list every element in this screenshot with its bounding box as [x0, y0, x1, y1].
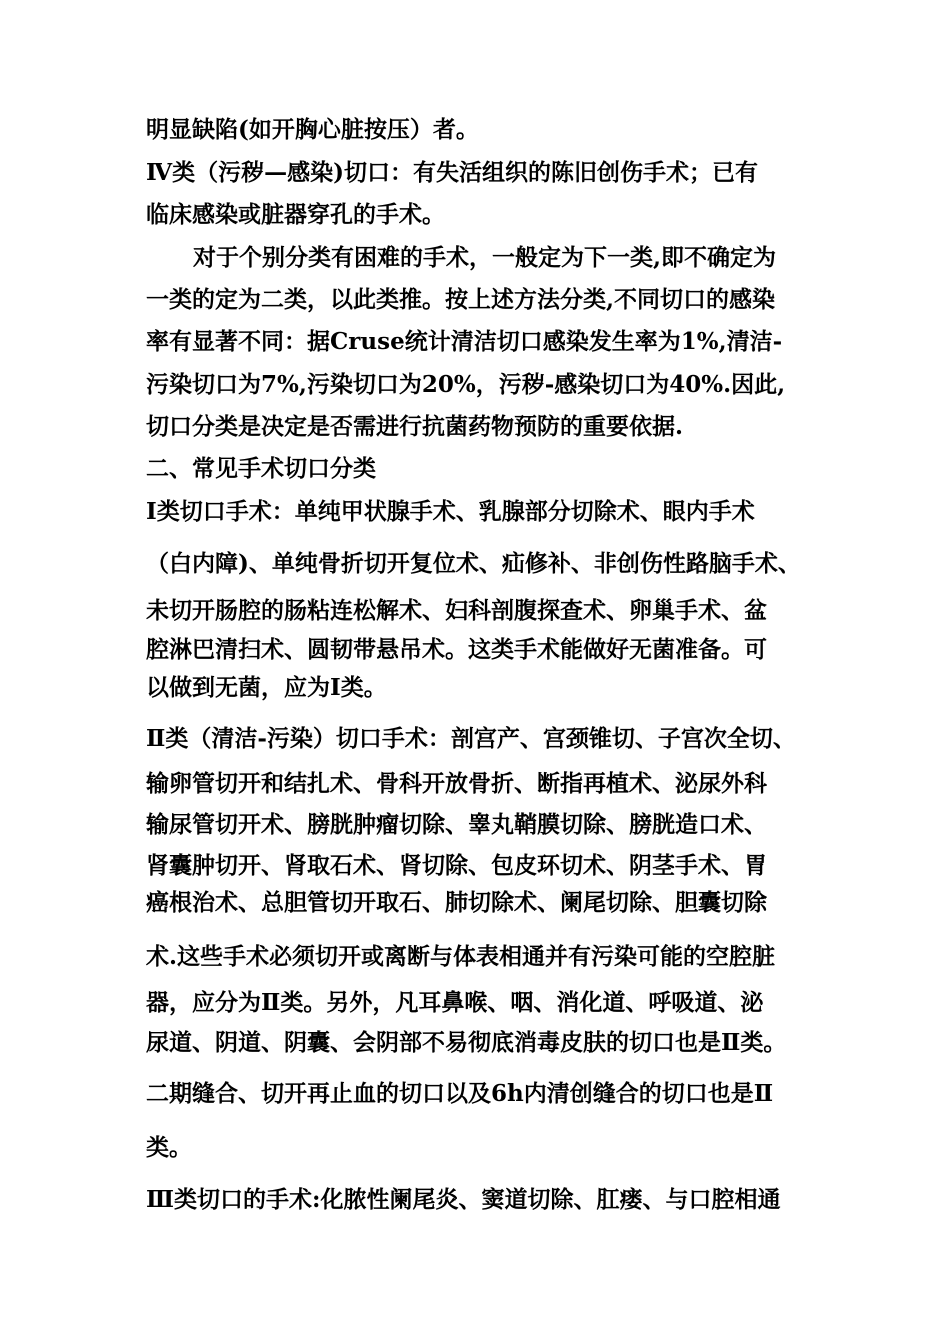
text-line: 输卵管切开和结扎术、骨科开放骨折、断指再植术、泌尿外科 [146, 770, 767, 797]
text-line: 明显缺陷(如开胸心脏按压）者。 [146, 116, 479, 143]
text-line: Ⅰ类切口手术：单纯甲状腺手术、乳腺部分切除术、眼内手术 [146, 498, 755, 525]
text-line: 未切开肠腔的肠粘连松解术、妇科剖腹探查术、卵巢手术、盆 [146, 597, 767, 624]
text-line: 切口分类是决定是否需进行抗菌药物预防的重要依据. [146, 413, 684, 440]
text-line: 污染切口为7%,污染切口为20%，污秽-感染切口为40%.因此, [146, 371, 786, 398]
text-line: 一类的定为二类，以此类推。按上述方法分类,不同切口的感染 [146, 286, 776, 313]
text-line: 尿道、阴道、阴囊、会阴部不易彻底消毒皮肤的切口也是Ⅱ类。 [146, 1029, 787, 1056]
text-line: 率有显著不同：据Cruse统计清洁切口感染发生率为1%,清洁- [146, 328, 783, 355]
text-line: 腔淋巴清扫术、圆韧带悬吊术。这类手术能做好无菌准备。可 [146, 636, 767, 663]
text-line: 癌根治术、总胆管切开取石、肺切除术、阑尾切除、胆囊切除 [146, 889, 767, 916]
text-line: Ⅱ类（清洁-污染）切口手术：剖宫产、宫颈锥切、子宫次全切、 [146, 725, 796, 752]
text-line: 术.这些手术必须切开或离断与体表相通并有污染可能的空腔脏 [146, 943, 776, 970]
text-line: 二期缝合、切开再止血的切口以及6h内清创缝合的切口也是Ⅱ [146, 1080, 774, 1107]
text-line: 以做到无菌，应为Ⅰ类。 [146, 674, 387, 701]
paragraph-first-line: 对于个别分类有困难的手术，一般定为下一类,即不确定为 [193, 244, 777, 271]
text-line: Ⅳ类（污秽—感染)切口：有失活组织的陈旧创伤手术；已有 [146, 159, 758, 186]
text-line: 输尿管切开术、膀胱肿瘤切除、睾丸鞘膜切除、膀胱造口术、 [146, 811, 767, 838]
text-line: 临床感染或脏器穿孔的手术。 [146, 201, 445, 228]
text-line: 器，应分为Ⅱ类。另外，凡耳鼻喉、咽、消化道、呼吸道、泌 [146, 989, 764, 1016]
text-line: 类。 [146, 1134, 192, 1161]
text-line: Ⅲ类切口的手术:化脓性阑尾炎、窦道切除、肛瘘、与口腔相通 [146, 1186, 781, 1213]
text-line: 肾囊肿切开、肾取石术、肾切除、包皮环切术、阴茎手术、胃 [146, 852, 767, 879]
section-heading: 二、常见手术切口分类 [146, 455, 376, 482]
text-line: （白内障)、单纯骨折切开复位术、疝修补、非创伤性路脑手术、 [146, 550, 801, 577]
